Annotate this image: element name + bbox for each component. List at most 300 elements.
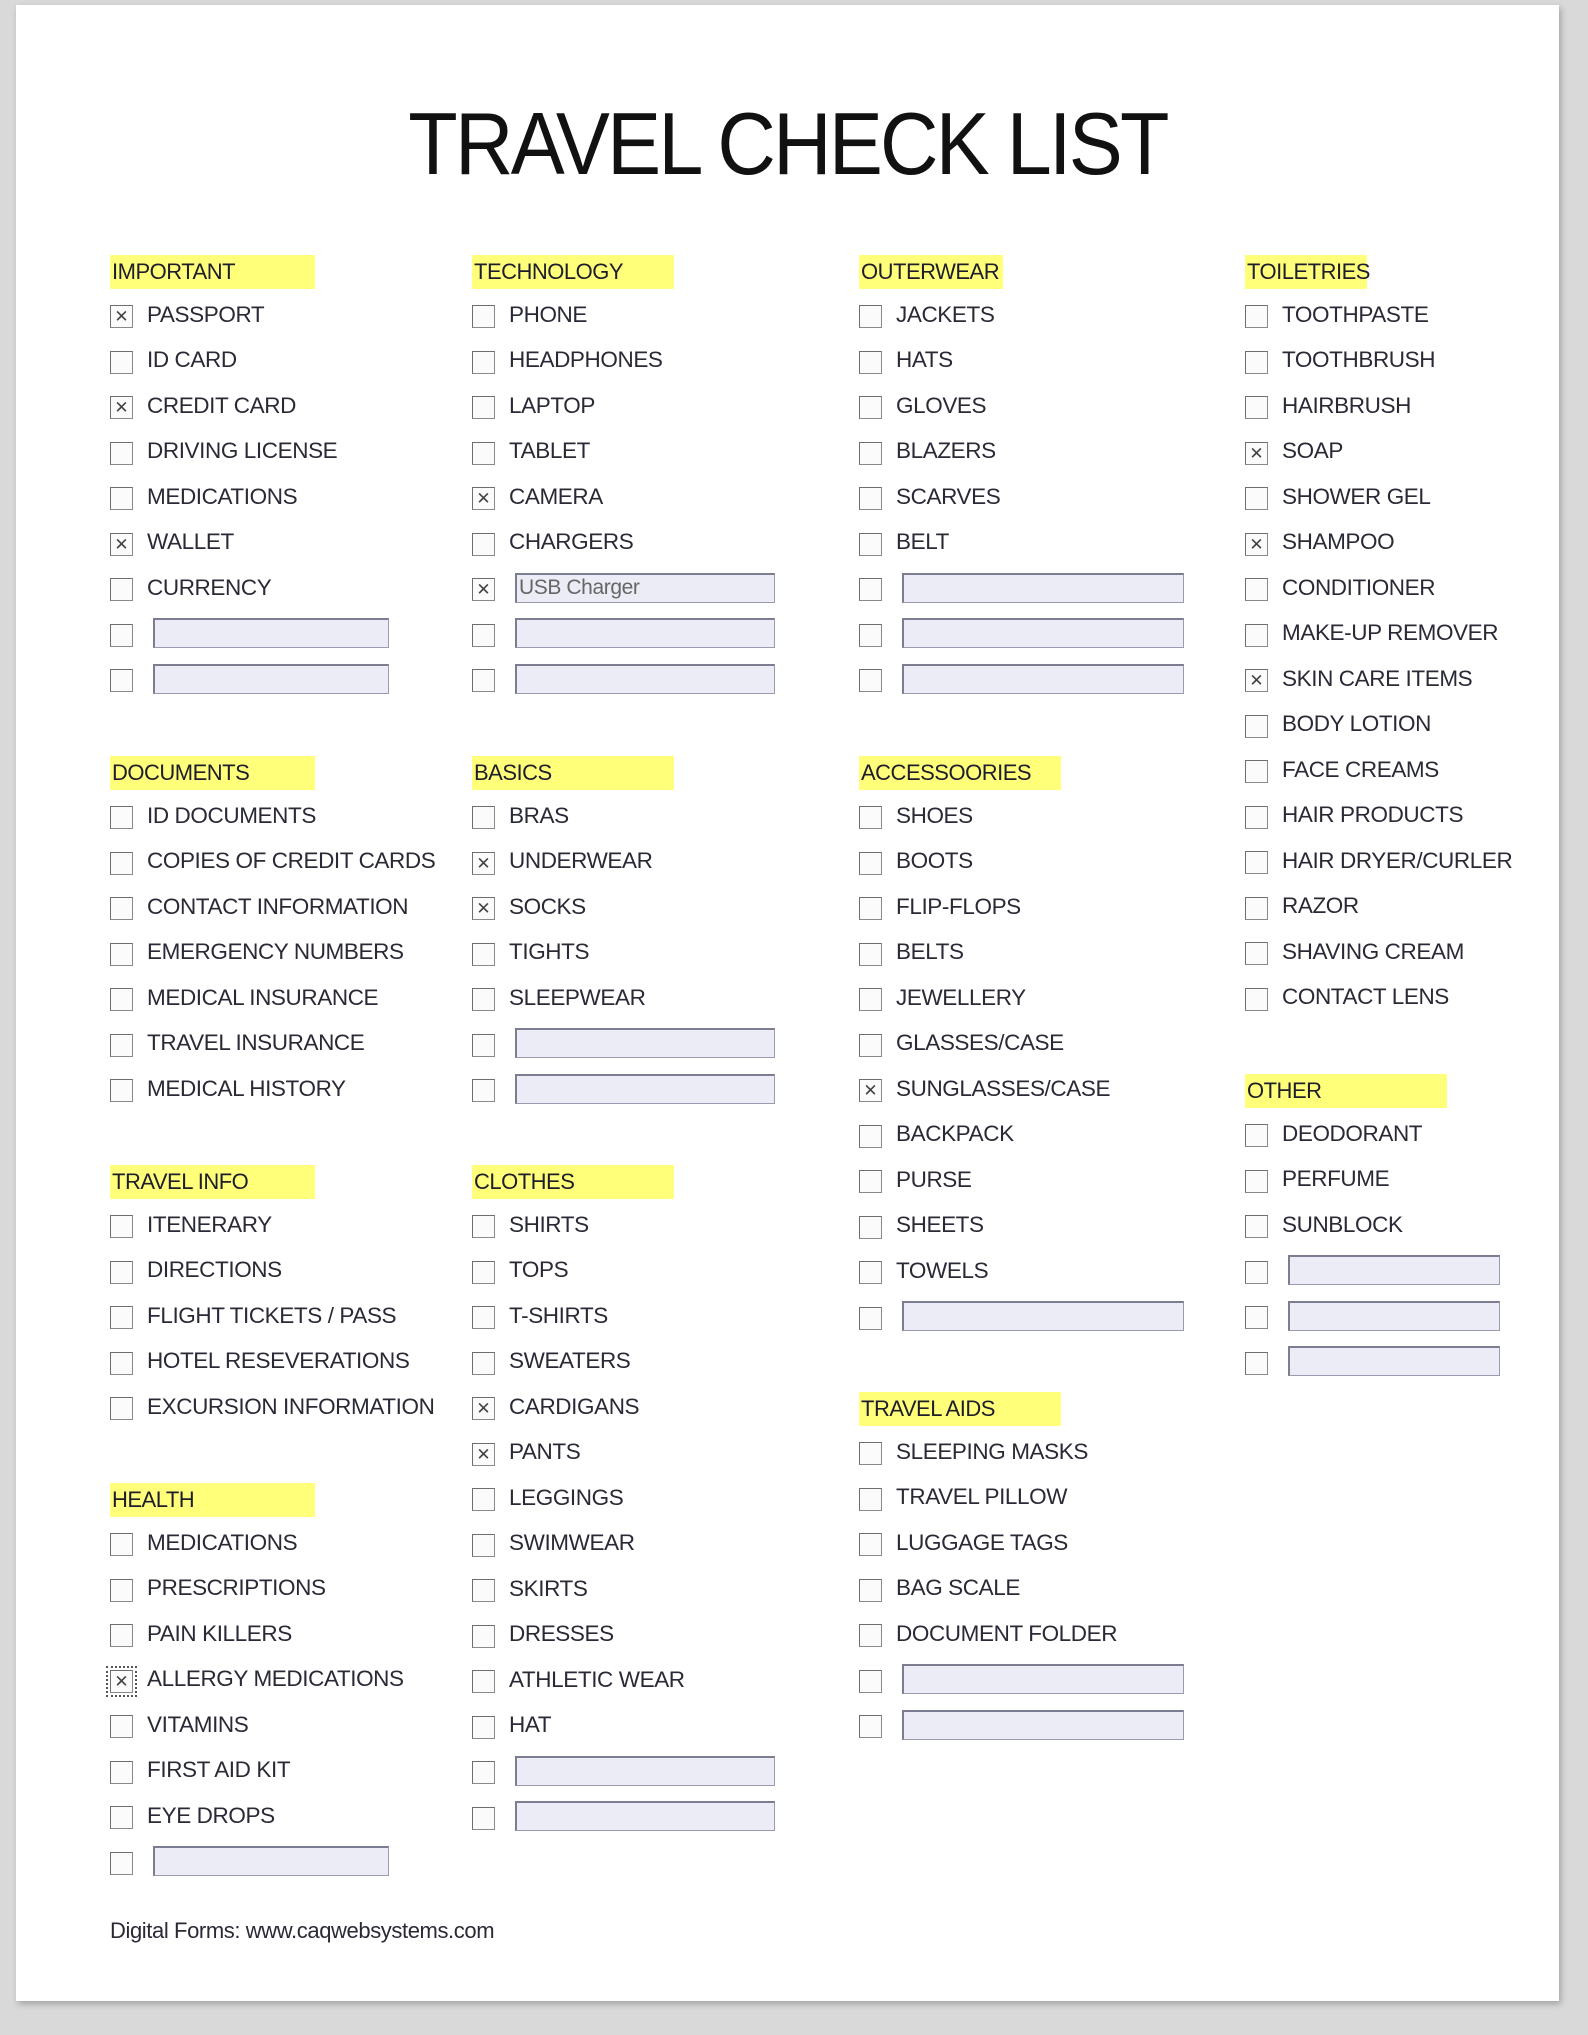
custom-item-field[interactable] [902,1710,1184,1740]
checklist-item [110,1702,404,1748]
checklist-item [472,520,775,566]
checkbox[interactable] [859,669,882,692]
checkbox[interactable] [472,806,495,829]
check-mark-icon: ✕ [1249,671,1264,691]
checklist-item [472,611,775,657]
item-label: ALLERGY MEDICATIONS [147,1666,404,1692]
checklist-item [1245,793,1512,839]
checkbox[interactable] [1245,351,1268,374]
checkbox[interactable] [472,487,495,510]
checklist-item [859,1248,1184,1294]
checkbox[interactable] [472,1352,495,1375]
checkbox[interactable] [859,1261,882,1284]
item-label: CONDITIONER [1282,574,1436,600]
checklist-item [110,975,435,1021]
checkbox[interactable] [472,1534,495,1557]
checkbox[interactable] [110,351,133,374]
checklist-page [16,5,1559,2001]
custom-item-field[interactable] [515,1074,775,1104]
item-label: CREDIT CARD [147,392,296,418]
check-mark-icon: ✕ [863,1081,878,1101]
section-header: HEALTH [110,1483,315,1517]
checkbox[interactable] [472,533,495,556]
check-mark-icon: ✕ [476,899,491,919]
checklist-item [110,1339,434,1385]
checkbox[interactable] [859,351,882,374]
item-label: EXCURSION INFORMATION [147,1393,435,1419]
checkbox[interactable] [859,1170,882,1193]
checklist-item [110,474,389,520]
checkbox[interactable] [110,305,133,328]
checkbox[interactable] [110,1761,133,1784]
checkbox[interactable] [859,1624,882,1647]
checklist-item [859,839,1184,885]
checkbox[interactable] [1245,806,1268,829]
checklist-item [1245,929,1512,975]
item-label: ITENERARY [147,1211,272,1237]
checklist-item [472,338,775,384]
checklist-item [1245,565,1512,611]
checkbox[interactable] [1245,578,1268,601]
checklist-item [472,1066,775,1112]
item-label: SHIRTS [509,1211,589,1237]
checklist-items [472,1202,775,1839]
item-label: TOOTHBRUSH [1282,347,1436,373]
checkbox[interactable] [859,852,882,875]
checklist-items [859,292,1184,702]
checklist-item [472,1794,775,1840]
checkbox[interactable] [472,852,495,875]
checkbox[interactable] [1245,715,1268,738]
item-label: SHAMPOO [1282,529,1395,555]
checkbox[interactable] [1245,1170,1268,1193]
item-label: SKIRTS [509,1575,588,1601]
checkbox[interactable] [472,305,495,328]
checkbox[interactable] [472,1670,495,1693]
section-header: ACCESSOORIES [859,756,1061,790]
section-documents [110,756,435,1112]
checklist-item [472,884,775,930]
checklist-item [1245,1293,1500,1339]
item-label: LAPTOP [509,392,595,418]
item-label: HAT [509,1712,552,1738]
checkbox[interactable] [110,943,133,966]
check-mark-icon: ✕ [1249,534,1264,554]
checklist-item [859,1475,1184,1521]
checklist-item [859,1429,1184,1475]
checkbox[interactable] [472,1716,495,1739]
checkbox[interactable] [110,1079,133,1102]
item-label: PASSPORT [147,301,265,327]
custom-item-field[interactable] [902,664,1184,694]
item-label: SUNBLOCK [1282,1211,1403,1237]
custom-item-field[interactable] [515,618,775,648]
checkbox[interactable] [472,1488,495,1511]
checkbox[interactable] [859,1307,882,1330]
checkbox[interactable] [859,442,882,465]
item-label: WALLET [147,529,234,555]
checkbox[interactable] [859,943,882,966]
checklist-item [472,1021,775,1067]
item-label: HAIR PRODUCTS [1282,802,1464,828]
item-label: TIGHTS [509,939,590,965]
checkbox[interactable] [110,442,133,465]
checkbox[interactable] [859,1533,882,1556]
custom-item-field[interactable] [902,618,1184,648]
checkbox[interactable] [110,1579,133,1602]
checkbox[interactable] [110,852,133,875]
item-label: ID DOCUMENTS [147,802,316,828]
checklist-item [472,1566,775,1612]
item-label: FLIGHT TICKETS / PASS [147,1302,397,1328]
checklist-item [110,429,389,475]
checkbox[interactable] [1245,1124,1268,1147]
checkbox[interactable] [110,1624,133,1647]
checkbox[interactable] [472,1215,495,1238]
checkbox[interactable] [859,305,882,328]
item-label: MEDICATIONS [147,483,298,509]
checkbox[interactable] [110,1852,133,1875]
checklist-item [859,1021,1184,1067]
section-clothes [472,1165,775,1839]
checklist-item [472,1703,775,1749]
checkbox[interactable] [110,396,133,419]
custom-item-field[interactable] [1288,1346,1500,1376]
check-mark-icon: ✕ [114,307,129,327]
checkbox[interactable] [1245,897,1268,920]
section-header: TRAVEL INFO [110,1165,315,1199]
item-label: ATHLETIC WEAR [509,1666,685,1692]
checklist-items [110,1520,404,1884]
checklist-items [859,793,1184,1339]
checklist-item [859,1520,1184,1566]
item-label: COPIES OF CREDIT CARDS [147,848,436,874]
custom-item-field[interactable] [515,1028,775,1058]
checkbox[interactable] [472,1761,495,1784]
checkbox[interactable] [110,669,133,692]
item-label: FIRST AID KIT [147,1757,291,1783]
custom-item-field[interactable] [515,1801,775,1831]
check-mark-icon: ✕ [114,398,129,418]
checklist-item [110,793,435,839]
item-label: DOCUMENT FOLDER [896,1620,1118,1646]
checkbox[interactable] [472,396,495,419]
checkbox[interactable] [110,487,133,510]
checkbox[interactable] [472,442,495,465]
checklist-item [110,1066,435,1112]
checkbox[interactable] [110,1034,133,1057]
checkbox[interactable] [1245,988,1268,1011]
checkbox[interactable] [110,533,133,556]
item-label: LUGGAGE TAGS [896,1529,1068,1555]
checklist-item [472,930,775,976]
checkbox[interactable] [1245,624,1268,647]
checkbox[interactable] [472,1443,495,1466]
checklist-item [859,656,1184,702]
item-label: FLIP-FLOPS [896,893,1021,919]
checkbox[interactable] [472,1625,495,1648]
checkbox[interactable] [1245,396,1268,419]
checklist-item [859,1611,1184,1657]
checkbox[interactable] [472,669,495,692]
custom-item-field[interactable] [902,1664,1184,1694]
checkbox[interactable] [1245,1306,1268,1329]
checkbox[interactable] [472,351,495,374]
checkbox[interactable] [859,487,882,510]
item-label: SCARVES [896,483,1001,509]
checklist-item [472,429,775,475]
checklist-item [110,1384,434,1430]
checklist-item [1245,1157,1500,1203]
custom-item-field[interactable] [153,1846,389,1876]
item-label: EYE DROPS [147,1802,275,1828]
checklist-item [859,975,1184,1021]
checkbox[interactable] [472,1397,495,1420]
section-travel-info [110,1165,434,1430]
custom-item-field[interactable] [902,573,1184,603]
item-label: ID CARD [147,347,237,373]
checkbox[interactable] [1245,669,1268,692]
checklist-item [110,1293,434,1339]
checkbox[interactable] [859,1442,882,1465]
check-mark-icon: ✕ [476,1399,491,1419]
checkbox[interactable] [859,624,882,647]
checkbox[interactable] [110,1806,133,1829]
item-label: BLAZERS [896,438,996,464]
checkbox[interactable] [859,533,882,556]
checklist-item [472,1612,775,1658]
checkbox[interactable] [1245,533,1268,556]
check-mark-icon: ✕ [1249,443,1264,463]
checklist-item [472,1339,775,1385]
checkbox[interactable] [110,897,133,920]
checkbox[interactable] [1245,1261,1268,1284]
item-label: CARDIGANS [509,1393,640,1419]
item-label: MEDICATIONS [147,1529,298,1555]
checklist-item [859,429,1184,475]
checklist-item [472,1521,775,1567]
checklist-item [859,1566,1184,1612]
checkbox[interactable] [110,1533,133,1556]
checkbox[interactable] [859,1715,882,1738]
checkbox[interactable] [110,1306,133,1329]
checkbox[interactable] [472,1306,495,1329]
checkbox[interactable] [110,1352,133,1375]
checklist-item [110,1611,404,1657]
item-label: HOTEL RESEVERATIONS [147,1348,410,1374]
item-label: CONTACT LENS [1282,984,1449,1010]
custom-item-field[interactable]: USB Charger [515,573,775,603]
checkbox[interactable] [1245,760,1268,783]
checklist-item [1245,1248,1500,1294]
check-mark-icon: ✕ [476,853,491,873]
checklist-item [859,1066,1184,1112]
section-technology [472,255,775,702]
checklist-item [1245,383,1512,429]
checkbox[interactable] [472,578,495,601]
item-label: PURSE [896,1166,972,1192]
checkbox[interactable] [859,806,882,829]
checklist-item [859,383,1184,429]
custom-item-field[interactable] [515,664,775,694]
checklist-item [472,565,775,611]
item-label: DRESSES [509,1621,614,1647]
section-accessoories [859,756,1184,1339]
checklist-item [472,1293,775,1339]
check-mark-icon: ✕ [476,580,491,600]
check-mark-icon: ✕ [476,1444,491,1464]
checklist-item [1245,975,1512,1021]
checklist-item [859,1203,1184,1249]
item-label: BRAS [509,802,569,828]
checklist-item [110,611,389,657]
checkbox[interactable] [472,1579,495,1602]
checklist-item [472,474,775,520]
custom-item-field[interactable] [515,1756,775,1786]
checkbox[interactable] [1245,1352,1268,1375]
item-label: SUNGLASSES/CASE [896,1075,1111,1101]
checkbox[interactable] [472,943,495,966]
checkbox[interactable] [472,897,495,920]
checkbox[interactable] [1245,942,1268,965]
custom-item-field[interactable] [153,664,389,694]
checklist-item [110,565,389,611]
checkbox[interactable] [859,1579,882,1602]
checklist-item [859,474,1184,520]
checklist-items [110,1202,434,1430]
checklist-item [472,1202,775,1248]
checklist-items [110,292,389,702]
checklist-item [110,1248,434,1294]
item-label: SOAP [1282,438,1343,464]
checklist-item [110,338,389,384]
checklist-item [1245,611,1512,657]
checkbox[interactable] [110,578,133,601]
item-label: SHOES [896,802,973,828]
item-label: BELT [896,529,950,555]
item-label: TOOTHPASTE [1282,301,1429,327]
checkbox[interactable] [110,1261,133,1284]
checkbox[interactable] [110,1397,133,1420]
item-label: SWEATERS [509,1348,631,1374]
checkbox[interactable] [110,1715,133,1738]
checkbox[interactable] [859,396,882,419]
checkbox[interactable] [472,1034,495,1057]
checkbox[interactable] [472,988,495,1011]
section-health [110,1483,404,1884]
checkbox[interactable] [859,988,882,1011]
checklist-item [110,1793,404,1839]
checklist-item [472,1748,775,1794]
checkbox[interactable] [859,1034,882,1057]
checklist-item [472,1657,775,1703]
checklist-item [1245,429,1512,475]
checkbox[interactable] [859,1216,882,1239]
checkbox[interactable] [859,897,882,920]
checkbox[interactable] [472,1807,495,1830]
page-title: TRAVEL CHECK LIST [408,94,1167,193]
checklist-item [110,656,389,702]
checklist-item [859,292,1184,338]
checklist-item [1245,747,1512,793]
checkbox[interactable] [859,1125,882,1148]
checklist-item [110,1839,404,1885]
item-label: TOPS [509,1257,569,1283]
item-label: FACE CREAMS [1282,756,1439,782]
checkbox[interactable] [1245,1215,1268,1238]
item-label: DIRECTIONS [147,1257,282,1283]
checklist-item [472,1475,775,1521]
item-label: BOOTS [896,848,973,874]
check-mark-icon: ✕ [114,534,129,554]
section-toiletries [1245,255,1512,1020]
custom-item-field[interactable] [902,1301,1184,1331]
section-header: OTHER [1245,1074,1447,1108]
item-label: HATS [896,347,953,373]
checklist-item [859,565,1184,611]
checkbox[interactable] [1245,851,1268,874]
item-label: HEADPHONES [509,347,663,373]
checkbox[interactable] [110,624,133,647]
checklist-item [1245,1202,1500,1248]
custom-item-field[interactable] [1288,1301,1500,1331]
checklist-item [110,1748,404,1794]
checkbox[interactable] [1245,442,1268,465]
checkbox[interactable] [472,1261,495,1284]
checkbox[interactable] [1245,305,1268,328]
checkbox[interactable] [859,1670,882,1693]
section-important [110,255,389,702]
checkbox[interactable] [110,988,133,1011]
checkbox[interactable] [110,806,133,829]
section-header: TOILETRIES [1245,255,1367,289]
checkbox[interactable] [859,1488,882,1511]
item-label: T-SHIRTS [509,1302,608,1328]
item-label: RAZOR [1282,893,1359,919]
checkbox[interactable] [472,1079,495,1102]
item-label: CONTACT INFORMATION [147,893,409,919]
item-label: BELTS [896,939,964,965]
checkbox[interactable] [472,624,495,647]
item-label: PERFUME [1282,1166,1390,1192]
checkbox[interactable] [859,1079,882,1102]
item-label: HAIRBRUSH [1282,392,1411,418]
checklist-item [859,520,1184,566]
checklist-item [472,839,775,885]
checklist-item [1245,474,1512,520]
checkbox[interactable] [859,578,882,601]
section-header: TECHNOLOGY [472,255,674,289]
item-label: HAIR DRYER/CURLER [1282,847,1513,873]
checklist-item [472,793,775,839]
checklist-item [859,1657,1184,1703]
checkbox[interactable] [110,1670,133,1693]
checklist-item [1245,702,1512,748]
item-label: SLEEPWEAR [509,984,646,1010]
checklist-item [472,292,775,338]
item-label: VITAMINS [147,1711,249,1737]
item-label: BODY LOTION [1282,711,1431,737]
checkbox[interactable] [110,1215,133,1238]
checkbox[interactable] [1245,487,1268,510]
custom-item-field[interactable] [153,618,389,648]
checklist-item [472,383,775,429]
custom-item-field[interactable] [1288,1255,1500,1285]
checklist-item [859,1702,1184,1748]
item-label: EMERGENCY NUMBERS [147,939,404,965]
item-label: LEGGINGS [509,1484,624,1510]
section-header: OUTERWEAR [859,255,1003,289]
